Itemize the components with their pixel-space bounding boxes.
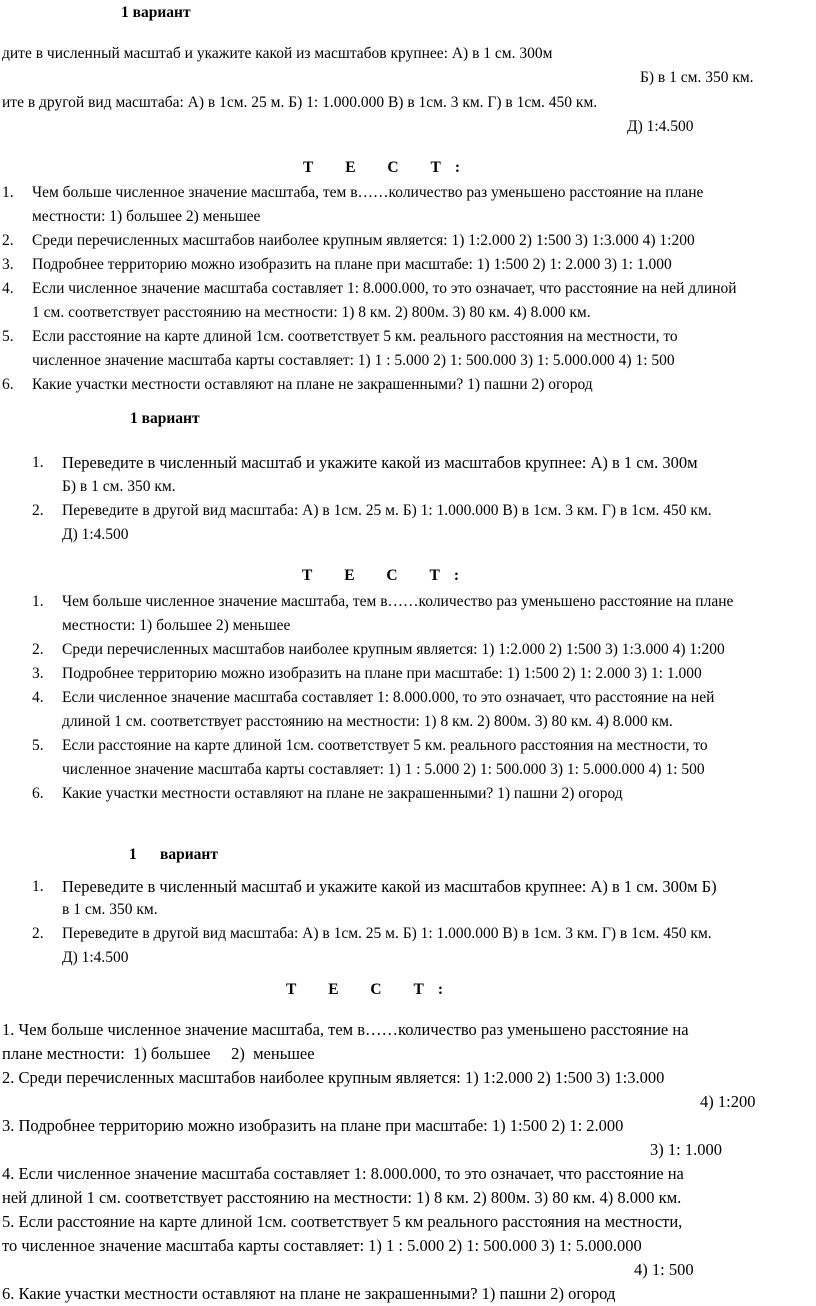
v1-test-heading: Т Е С Т:	[303, 159, 474, 176]
v2-item-1-line2: местности: 1) большее 2) меньшее	[62, 617, 291, 634]
v2-item-5-line2: численное значение масштаба карты составляет: 1) 1 : 5.000 2) 1: 500.000 3) 1: 5.000.000 4) 1: 500	[62, 761, 705, 778]
v1-q1-line2: Б) в 1 см. 350 км.	[640, 69, 754, 86]
v1-item-4-line1: Если численное значение масштаба составляет 1: 8.000.000, то это означает, что расстояние на ней длиной	[32, 280, 737, 297]
v3-q1-line2: в 1 см. 350 км.	[62, 901, 158, 918]
v2-item-1-line1: Чем больше численное значение масштаба, тем в……количество раз уменьшено расстояние на плане	[62, 593, 734, 610]
variant-heading-2: 1 вариант	[130, 410, 200, 427]
v2-q1-line2: Б) в 1 см. 350 км.	[62, 478, 176, 495]
v3-line-10: то численное значение масштаба карты составляет: 1) 1 : 5.000 2) 1: 500.000 3) 1: 5.000.000	[2, 1236, 642, 1255]
v1-item-number: 3.	[2, 256, 14, 273]
v2-item-2-line1: Среди перечисленных масштабов наиболее крупным является: 1) 1:2.000 2) 1:500 3) 1:3.000 4) 1:200	[62, 641, 725, 658]
v2-item-number: 5.	[32, 737, 44, 754]
v3-line-12: 6. Какие участки местности оставляют на плане не закрашенными? 1) пашни 2) огород	[2, 1284, 616, 1303]
v2-item-number: 4.	[32, 689, 44, 706]
v1-item-3-line1: Подробнее территорию можно изобразить на плане при масштабе: 1) 1:500 2) 1: 2.000 3) 1: 1.000	[32, 256, 672, 273]
v1-item-4-line2: 1 см. соответствует расстоянию на местности: 1) 8 км. 2) 800м. 3) 80 км. 4) 8.000 км.	[32, 304, 591, 321]
v2-q1-line1: Переведите в численный масштаб и укажите какой из масштабов крупнее: А) в 1 см. 300м	[62, 453, 698, 472]
v2-q2-number: 2.	[32, 502, 44, 519]
v3-line-9: 5. Если расстояние на карте длиной 1см. соответствует 5 км реального расстояния на местности,	[2, 1212, 683, 1231]
v2-item-6-line1: Какие участки местности оставляют на плане не закрашенными? 1) пашни 2) огород	[62, 785, 623, 802]
v3-line-2: плане местности: 1) большее 2) меньшее	[2, 1044, 315, 1063]
v2-item-number: 1.	[32, 593, 44, 610]
v1-item-number: 6.	[2, 376, 14, 393]
v3-q2-line1: Переведите в другой вид масштаба: А) в 1см. 25 м. Б) 1: 1.000.000 В) в 1см. 3 км. Г) в 1см. 450 км.	[62, 925, 712, 942]
v3-q2-line2: Д) 1:4.500	[62, 949, 129, 966]
v3-q1-number: 1.	[32, 878, 44, 895]
v3-line-6: 3) 1: 1.000	[650, 1140, 722, 1159]
v2-item-number: 3.	[32, 665, 44, 682]
v1-q2-line1: ите в другой вид масштаба: А) в 1см. 25 м. Б) 1: 1.000.000 В) в 1см. 3 км. Г) в 1см. 450 км.	[2, 94, 598, 111]
v3-line-7: 4. Если численное значение масштаба составляет 1: 8.000.000, то это означает, что расстояние на	[2, 1164, 684, 1183]
v1-item-number: 4.	[2, 280, 14, 297]
v2-q1-number: 1.	[32, 454, 44, 471]
v3-line-1: 1. Чем больше численное значение масштаба, тем в……количество раз уменьшено расстояние на	[2, 1020, 689, 1039]
v1-item-2-line1: Среди перечисленных масштабов наиболее крупным является: 1) 1:2.000 2) 1:500 3) 1:3.000 4) 1:200	[32, 232, 695, 249]
v1-item-5-line1: Если расстояние на карте длиной 1см. соответствует 5 км. реального расстояния на местности, то	[32, 328, 678, 345]
v2-item-number: 6.	[32, 785, 44, 802]
v1-q1-line1: дите в численный масштаб и укажите какой из масштабов крупнее: А) в 1 см. 300м	[2, 45, 553, 62]
v2-item-number: 2.	[32, 641, 44, 658]
v3-line-11: 4) 1: 500	[634, 1260, 694, 1279]
v2-item-4-line1: Если численное значение масштаба составляет 1: 8.000.000, то это означает, что расстояние на ней	[62, 689, 715, 706]
v3-test-heading: Т Е С Т:	[286, 981, 457, 998]
v3-line-5: 3. Подробнее территорию можно изобразить на плане при масштабе: 1) 1:500 2) 1: 2.000	[2, 1116, 624, 1135]
v1-item-5-line2: численное значение масштаба карты составляет: 1) 1 : 5.000 2) 1: 500.000 3) 1: 5.000.000 4) 1: 500	[32, 352, 675, 369]
v2-test-heading: Т Е С Т:	[302, 567, 473, 584]
variant-heading-3: 1 вариант	[129, 846, 218, 863]
v2-q2-line1: Переведите в другой вид масштаба: А) в 1см. 25 м. Б) 1: 1.000.000 В) в 1см. 3 км. Г) в 1см. 450 км.	[62, 502, 712, 519]
v1-item-number: 1.	[2, 184, 14, 201]
v3-line-4: 4) 1:200	[700, 1092, 756, 1111]
v1-item-6-line1: Какие участки местности оставляют на плане не закрашенными? 1) пашни 2) огород	[32, 376, 593, 393]
v3-line-3: 2. Среди перечисленных масштабов наиболее крупным является: 1) 1:2.000 2) 1:500 3) 1:3.000	[2, 1068, 665, 1087]
v1-item-1-line2: местности: 1) большее 2) меньшее	[32, 208, 261, 225]
v2-q2-line2: Д) 1:4.500	[62, 526, 129, 543]
v3-line-8: ней длиной 1 см. соответствует расстоянию на местности: 1) 8 км. 2) 800м. 3) 80 км. 4) 8.000 км.	[2, 1188, 682, 1207]
v3-q1-line1: Переведите в численный масштаб и укажите какой из масштабов крупнее: А) в 1 см. 300м Б)	[62, 877, 717, 896]
v2-item-3-line1: Подробнее территорию можно изобразить на плане при масштабе: 1) 1:500 2) 1: 2.000 3) 1: 1.000	[62, 665, 702, 682]
v1-item-1-line1: Чем больше численное значение масштаба, тем в……количество раз уменьшено расстояние на плане	[32, 184, 704, 201]
variant-heading-1: 1 вариант	[121, 4, 191, 21]
v3-q2-number: 2.	[32, 925, 44, 942]
v1-item-number: 5.	[2, 328, 14, 345]
v1-item-number: 2.	[2, 232, 14, 249]
v1-q2-line2: Д) 1:4.500	[627, 118, 694, 135]
v2-item-4-line2: длиной 1 см. соответствует расстоянию на местности: 1) 8 км. 2) 800м. 3) 80 км. 4) 8.000 км.	[62, 713, 673, 730]
v2-item-5-line1: Если расстояние на карте длиной 1см. соответствует 5 км. реального расстояния на местности, то	[62, 737, 708, 754]
